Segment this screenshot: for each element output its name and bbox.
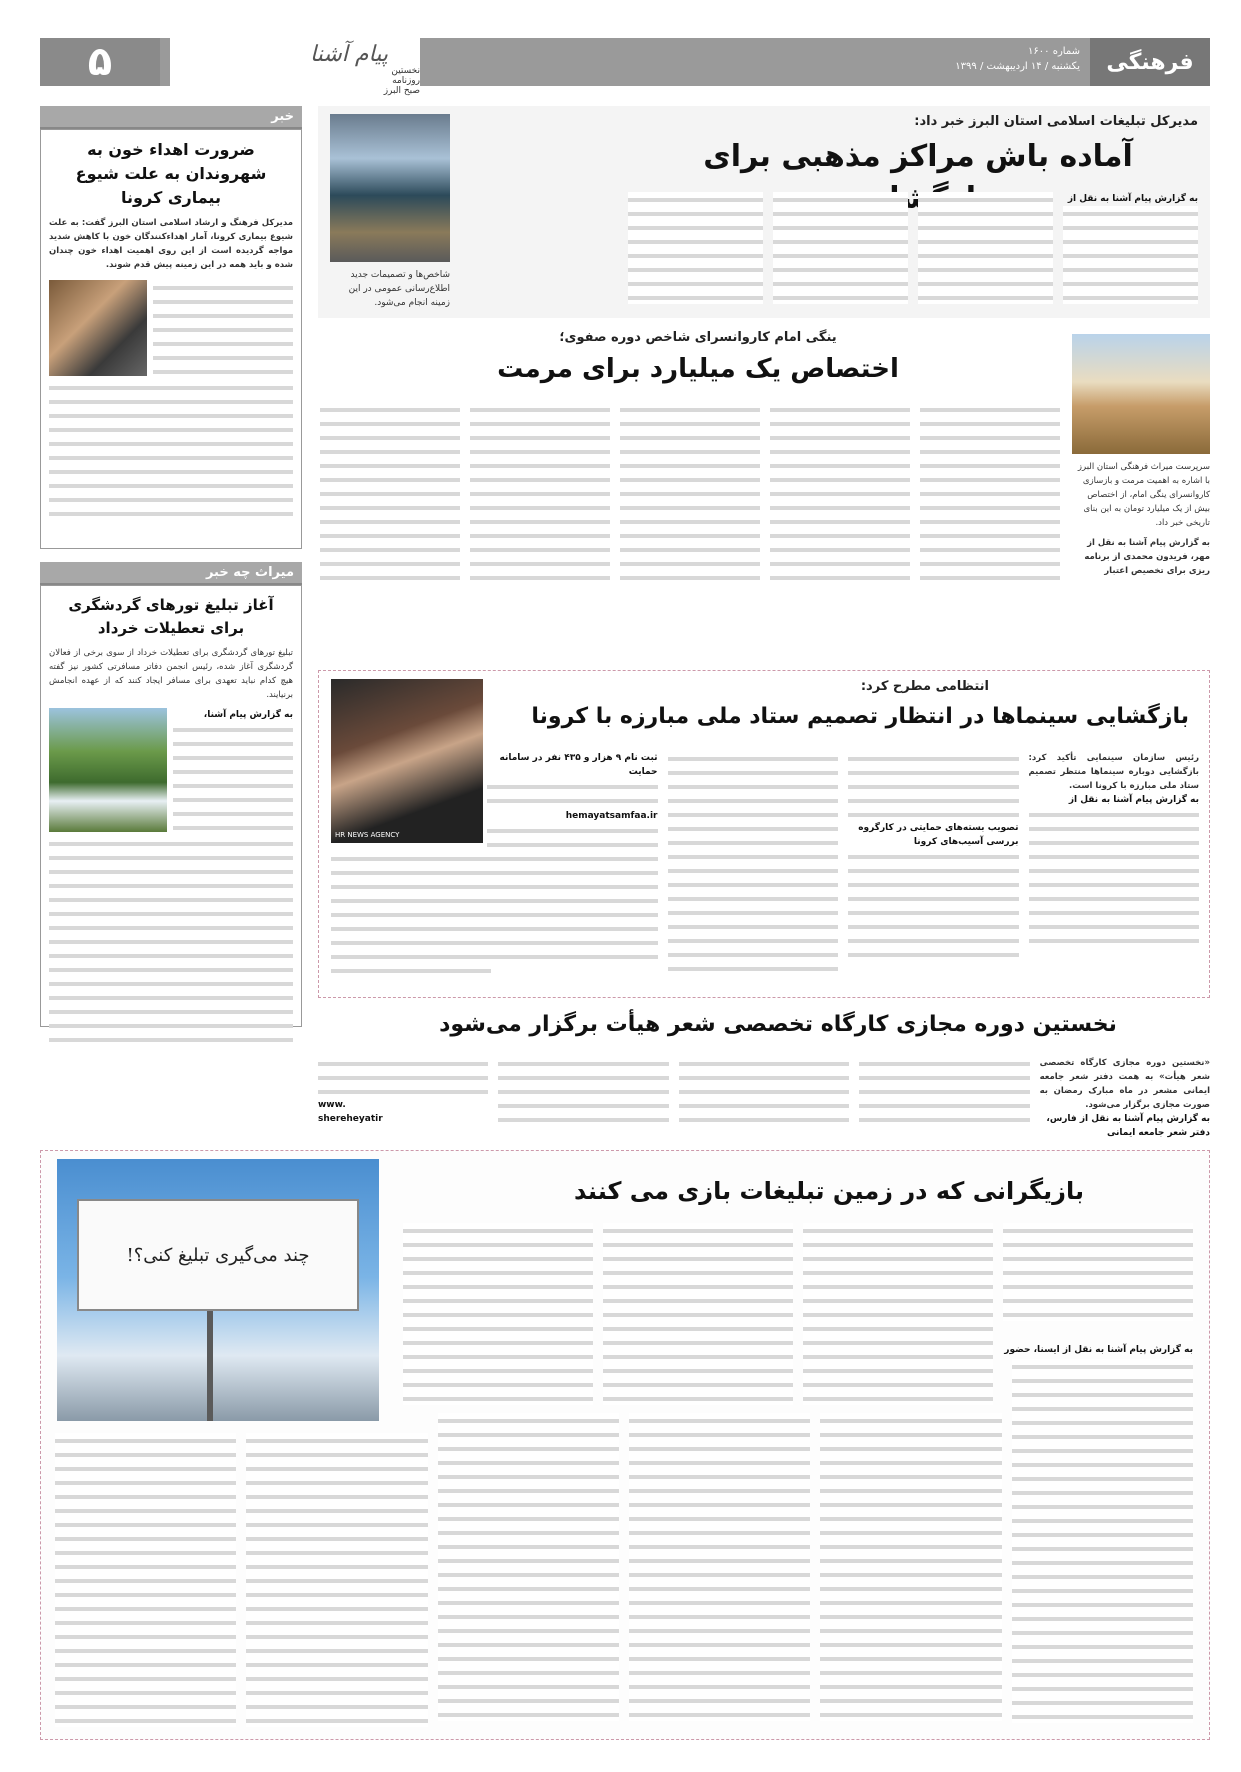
waterfall-photo xyxy=(49,708,167,832)
sidebar-heritage-byline: به گزارش پیام آشنا، xyxy=(203,710,293,720)
sidebar-heritage-title: آغاز تبلیغ تورهای گردشگری برای تعطیلات خرداد xyxy=(68,596,274,637)
article5-col-1 xyxy=(1012,1359,1193,1723)
article-religious-centers xyxy=(318,106,1210,318)
sidebar-heritage xyxy=(40,562,302,1030)
caravanserai-photo xyxy=(1072,334,1210,454)
article1-col-2 xyxy=(918,192,1053,310)
issue-info xyxy=(955,44,1080,74)
photo-credit: HR NEWS AGENCY xyxy=(335,831,400,839)
article5-col-6 xyxy=(55,1433,236,1733)
article5-byline: به گزارش پیام آشنا به نقل از ایسنا، حضور xyxy=(1004,1345,1193,1355)
sidebar-heritage-lead: تبلیغ تورهای گردشگری برای تعطیلات خرداد از سوی برخی از فعالان گردشگری آغاز شده، رئیس انجمن دفاتر مسافرتی کشور نیز گفته هیچ کدام نباید تعهدی برای مسافر ایجاد کنند که از عهده انجامش برنیایند. xyxy=(49,648,293,700)
article1-col-4 xyxy=(628,192,763,310)
article3-col-4a xyxy=(487,779,658,809)
article2-col-3 xyxy=(620,402,760,584)
article4-col-4 xyxy=(498,1056,668,1126)
billboard-text: چند می‌گیری تبلیغ کنی؟! xyxy=(77,1199,359,1311)
article1-col-1 xyxy=(1063,206,1198,310)
article2-byline: به گزارش پیام آشنا به نقل از مهر، فریدون محمدی از برنامه ریزی برای تخصیص اعتبار xyxy=(1084,538,1210,576)
article1-title: آماده باش مراکز مذهبی برای xyxy=(703,139,1133,174)
article4-col-5 xyxy=(318,1056,488,1098)
page-number: ۵ xyxy=(40,38,160,86)
article3-byline: به گزارش پیام آشنا به نقل از xyxy=(1068,795,1199,805)
article3-kicker: انتظامی مطرح کرد: xyxy=(860,679,989,694)
section-title: فرهنگی xyxy=(1090,38,1210,86)
official-portrait xyxy=(49,280,147,376)
article2-col-1 xyxy=(920,402,1060,584)
sidebar-heritage-body-2 xyxy=(49,836,293,1056)
article2-col-2 xyxy=(770,402,910,584)
article5-col-5 xyxy=(246,1433,427,1733)
article-advertising-actors xyxy=(40,1150,1210,1740)
article2-kicker: ینگی امام کاروانسرای شاخص دوره صفوی؛ xyxy=(559,330,837,345)
article3-subhead-1: تصویب بسته‌های حمایتی در کارگروه بررسی آسیب‌های کرونا xyxy=(858,823,1019,847)
article5-title: بازیگرانی که در زمین تبلیغات بازی می کنند xyxy=(574,1177,1084,1205)
logo: پیام آشنا xyxy=(310,42,388,67)
article2-col-4 xyxy=(470,402,610,584)
sidebar-heritage-body xyxy=(173,722,293,832)
issue-date: یکشنبه / ۱۴ اردیبهشت / ۱۳۹۹ xyxy=(955,61,1080,72)
issue-number: شماره ۱۶۰۰ xyxy=(1028,46,1080,57)
speaker-photo xyxy=(331,679,483,843)
article-caravanserai xyxy=(318,330,1210,592)
article-cinemas xyxy=(318,670,1210,998)
sidebar-news-body xyxy=(153,280,293,376)
article1-byline: به گزارش پیام آشنا به نقل از xyxy=(1067,194,1198,204)
article2-col-5 xyxy=(320,402,460,584)
article-poetry-workshop xyxy=(318,1008,1210,1136)
sidebar-news xyxy=(40,106,302,552)
article4-col-3 xyxy=(679,1056,849,1126)
article3-col-1 xyxy=(1029,807,1200,957)
article3-subhead-2: ثبت نام ۹ هزار و ۴۳۵ نفر در سامانه حمایت xyxy=(499,753,658,777)
masthead xyxy=(170,38,420,96)
article5-col-3 xyxy=(629,1413,810,1772)
article3-col-2a xyxy=(848,751,1019,821)
article4-title: نخستین دوره مجازی کارگاه تخصصی شعر هیأت برگزار می‌شود xyxy=(439,1012,1117,1037)
article5-col-2 xyxy=(820,1413,1001,1772)
article5-col-1a xyxy=(1003,1223,1193,1333)
article1-kicker: مدیرکل تبلیغات اسلامی استان البرز خبر داد: xyxy=(914,114,1198,129)
sidebar-news-title: ضرورت اهداء خون به شهروندان به علت شیوع بیماری کرونا xyxy=(75,140,267,207)
article3-col-4b xyxy=(487,823,658,973)
sidebar-news-lead: مدیرکل فرهنگ و ارشاد اسلامی استان البرز گفت: به علت شیوع بیماری کرونا، آمار اهداءکنندگان خون با کاهش شدید مواجه گردیده است از این روی اهمیت اهداء خون چندان شده و باید همه در این زمینه پیش قدم شوند. xyxy=(49,218,293,270)
sidebar-news-body-2 xyxy=(49,380,293,530)
article3-title: بازگشایی سینماها در انتظار تصمیم ستاد ملی مبارزه با کرونا xyxy=(531,704,1189,729)
article1-col-3 xyxy=(773,192,908,310)
tagline: نخستین روزنامه صبح البرز xyxy=(383,66,420,96)
sidebar-news-heading: خبر xyxy=(40,106,302,129)
article1-caption: شاخص‌ها و تصمیمات جدید اطلاع‌رسانی عمومی در این زمینه انجام می‌شود. xyxy=(348,270,450,308)
article3-lead: رئیس سازمان سینمایی تأکید کرد: بازگشایی دوباره سینماها منتظر تصمیم ستاد ملی مبارزه با کرونا است. xyxy=(1028,753,1199,791)
sidebar-heritage-heading: میراث چه خبر xyxy=(40,562,302,585)
article3-col-3 xyxy=(668,751,839,977)
support-url: hemayatsamfaa.ir xyxy=(565,811,658,821)
article4-byline: به گزارش پیام آشنا به نقل از فارس، دفتر شعر جامعه ایمانی xyxy=(1046,1114,1210,1138)
web-prefix: www. xyxy=(317,1100,346,1110)
article4-col-2 xyxy=(859,1056,1029,1126)
article4-lead: «نخستین دوره مجازی کارگاه تخصصی شعر هیأت» به همت دفتر شعر جامعه ایمانی مشعر در ماه مبارک رمضان به صورت مجازی برگزار می‌شود. xyxy=(1039,1058,1210,1110)
article2-title: اختصاص یک میلیارد برای مرمت xyxy=(497,354,899,384)
article3-col-5 xyxy=(331,851,491,977)
article5-col-4 xyxy=(438,1413,619,1772)
social-handle: shereheyatir xyxy=(317,1114,383,1124)
mosque-photo xyxy=(330,114,450,262)
article2-caption: سرپرست میراث فرهنگی استان البرز با اشاره به اهمیت مرمت و بازسازی کاروانسرای ینگی امام، از اختصاص بیش از یک میلیارد تومان به این بنای تاریخی خبر داد. xyxy=(1077,462,1210,528)
page-header xyxy=(40,38,1210,96)
article3-col-2b xyxy=(848,849,1019,969)
